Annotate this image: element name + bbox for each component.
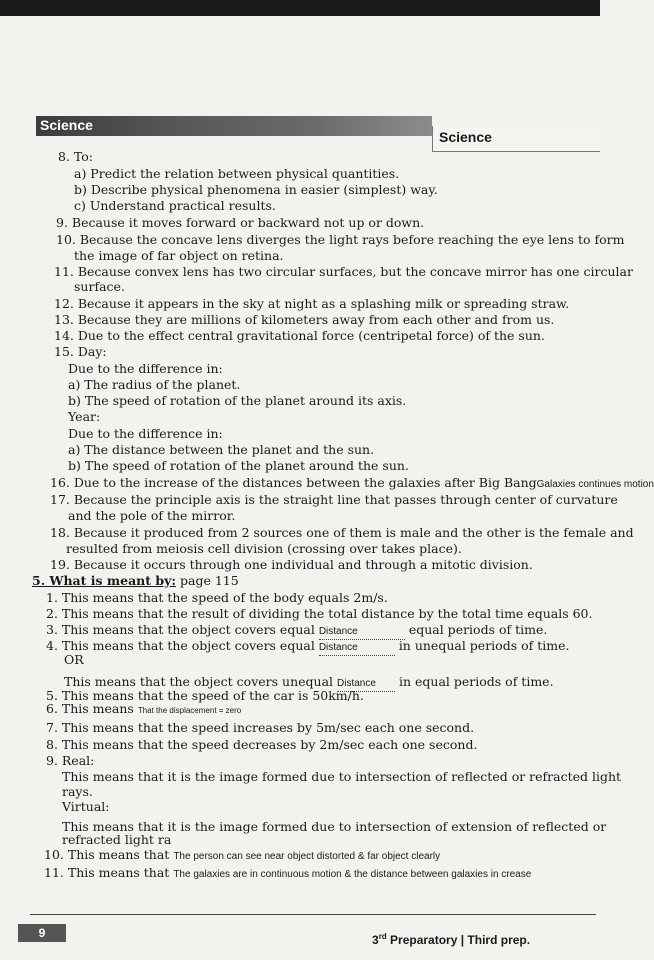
footer-grade (372, 932, 530, 947)
q9: 9. Because it moves forward or backward not up or down. (56, 215, 425, 230)
q15-b2: b) The speed of rotation of the planet around the sun. (68, 458, 409, 473)
q16-handwritten: Galaxies continues motion (536, 479, 654, 490)
header-subject-left: Science (40, 117, 93, 133)
m9-head: 9. Real: (46, 753, 95, 768)
m3-post: equal periods of time. (408, 622, 548, 637)
q8-c: c) Understand practical results. (74, 198, 276, 213)
m6 (46, 702, 241, 718)
q15-a1: a) The radius of the planet. (68, 377, 241, 392)
m4 (46, 639, 569, 656)
m6-handwritten: That the displacement = zero (137, 706, 242, 715)
q11-line1: 11. Because convex lens has two circular surfaces, but the concave mirror has one circular (54, 264, 633, 279)
m4b-handwritten: Distance (337, 677, 395, 692)
m7: 7. This means that the speed increases by 5m/sec each one second. (46, 720, 475, 735)
grade-suffix: rd (378, 932, 387, 941)
page-number: 9 (18, 924, 66, 942)
q15-a2: a) The distance between the planet and the sun. (68, 442, 375, 457)
q16-text: 16. Due to the increase of the distances between the galaxies after Big Bang (50, 475, 537, 490)
q15-due1: Due to the difference in: (68, 361, 223, 376)
m4b-pre: This means that the object covers unequal (64, 674, 334, 689)
q18-line1: 18. Because it produced from 2 sources one of them is male and the other is the female and (50, 525, 634, 540)
m3-pre: 3. This means that the object covers equal (46, 622, 315, 637)
m9-real-line2: rays. (62, 784, 93, 799)
m4-post: in unequal periods of time. (398, 638, 570, 653)
m9-virtual: Virtual: (62, 799, 110, 814)
q12: 12. Because it appears in the sky at night as a splashing milk or spreading straw. (54, 296, 570, 311)
m8: 8. This means that the speed decreases by 2m/sec each one second. (46, 737, 478, 752)
m10-pre: 10. This means that (44, 847, 170, 862)
grade-number: 3 (372, 933, 379, 947)
m9-virtual-line1: This means that it is the image formed due to intersection of extension of reflected or (62, 819, 607, 834)
q15-b1: b) The speed of rotation of the planet around its axis. (68, 393, 407, 408)
m10 (44, 848, 440, 864)
q8-head: 8. To: (58, 149, 94, 164)
q18-line2: resulted from meiosis cell division (crossing over takes place). (66, 541, 462, 556)
grade-text: Preparatory | Third prep. (386, 933, 531, 947)
q19: 19. Because it occurs through one individual and through a mitotic division. (50, 557, 533, 572)
q17-line1: 17. Because the principle axis is the straight line that passes through center of curvature (50, 492, 618, 507)
m5: 5. This means that the speed of the car is 50km/h. (46, 688, 364, 703)
m11-pre: 11. This means that (44, 865, 170, 880)
q8-b: b) Describe physical phenomena in easier (simplest) way. (74, 182, 438, 197)
q15-head: 15. Day: (54, 344, 107, 359)
footer-divider (30, 914, 596, 915)
q14: 14. Due to the effect central gravitational force (centripetal force) of the sun. (54, 328, 545, 343)
section5-title: 5. What is meant by: (32, 573, 177, 588)
m10-handwritten: The person can see near object distorted & far object clearly (173, 851, 441, 862)
m11-handwritten: The galaxies are in continuous motion & the distance between galaxies in crease (173, 869, 532, 880)
m4b-post: in equal periods of time. (399, 674, 554, 689)
q16 (50, 476, 654, 492)
m4-pre: 4. This means that the object covers equal (46, 638, 315, 653)
q11-line2: surface. (74, 279, 125, 294)
q10-line2: the image of far object on retina. (74, 248, 284, 263)
q15-due2: Due to the difference in: (68, 426, 223, 441)
m1: 1. This means that the speed of the body equals 2m/s. (46, 590, 388, 605)
q8-a: a) Predict the relation between physical quantities. (74, 166, 400, 181)
header-subject-right: Science (432, 126, 600, 152)
q15-year: Year: (68, 409, 101, 424)
m9-real-line1: This means that it is the image formed due to intersection of reflected or refracted light (62, 769, 622, 784)
m2: 2. This means that the result of dividing the total distance by the total time equals 60. (46, 606, 593, 621)
section5-heading (32, 574, 239, 588)
m3-handwritten: Distance (319, 625, 405, 640)
m11 (44, 866, 531, 882)
q17-line2: and the pole of the mirror. (68, 508, 236, 523)
m6-pre: 6. This means (46, 701, 134, 716)
m4-handwritten: Distance (319, 641, 395, 656)
m9-virtual-line2: refracted light ra (62, 832, 172, 847)
q10-line1: 10. Because the concave lens diverges the light rays before reaching the eye lens to form (56, 232, 625, 247)
q13: 13. Because they are millions of kilometers away from each other and from us. (54, 312, 555, 327)
section5-ref: page 115 (176, 573, 239, 588)
m4-or: OR (64, 652, 84, 667)
